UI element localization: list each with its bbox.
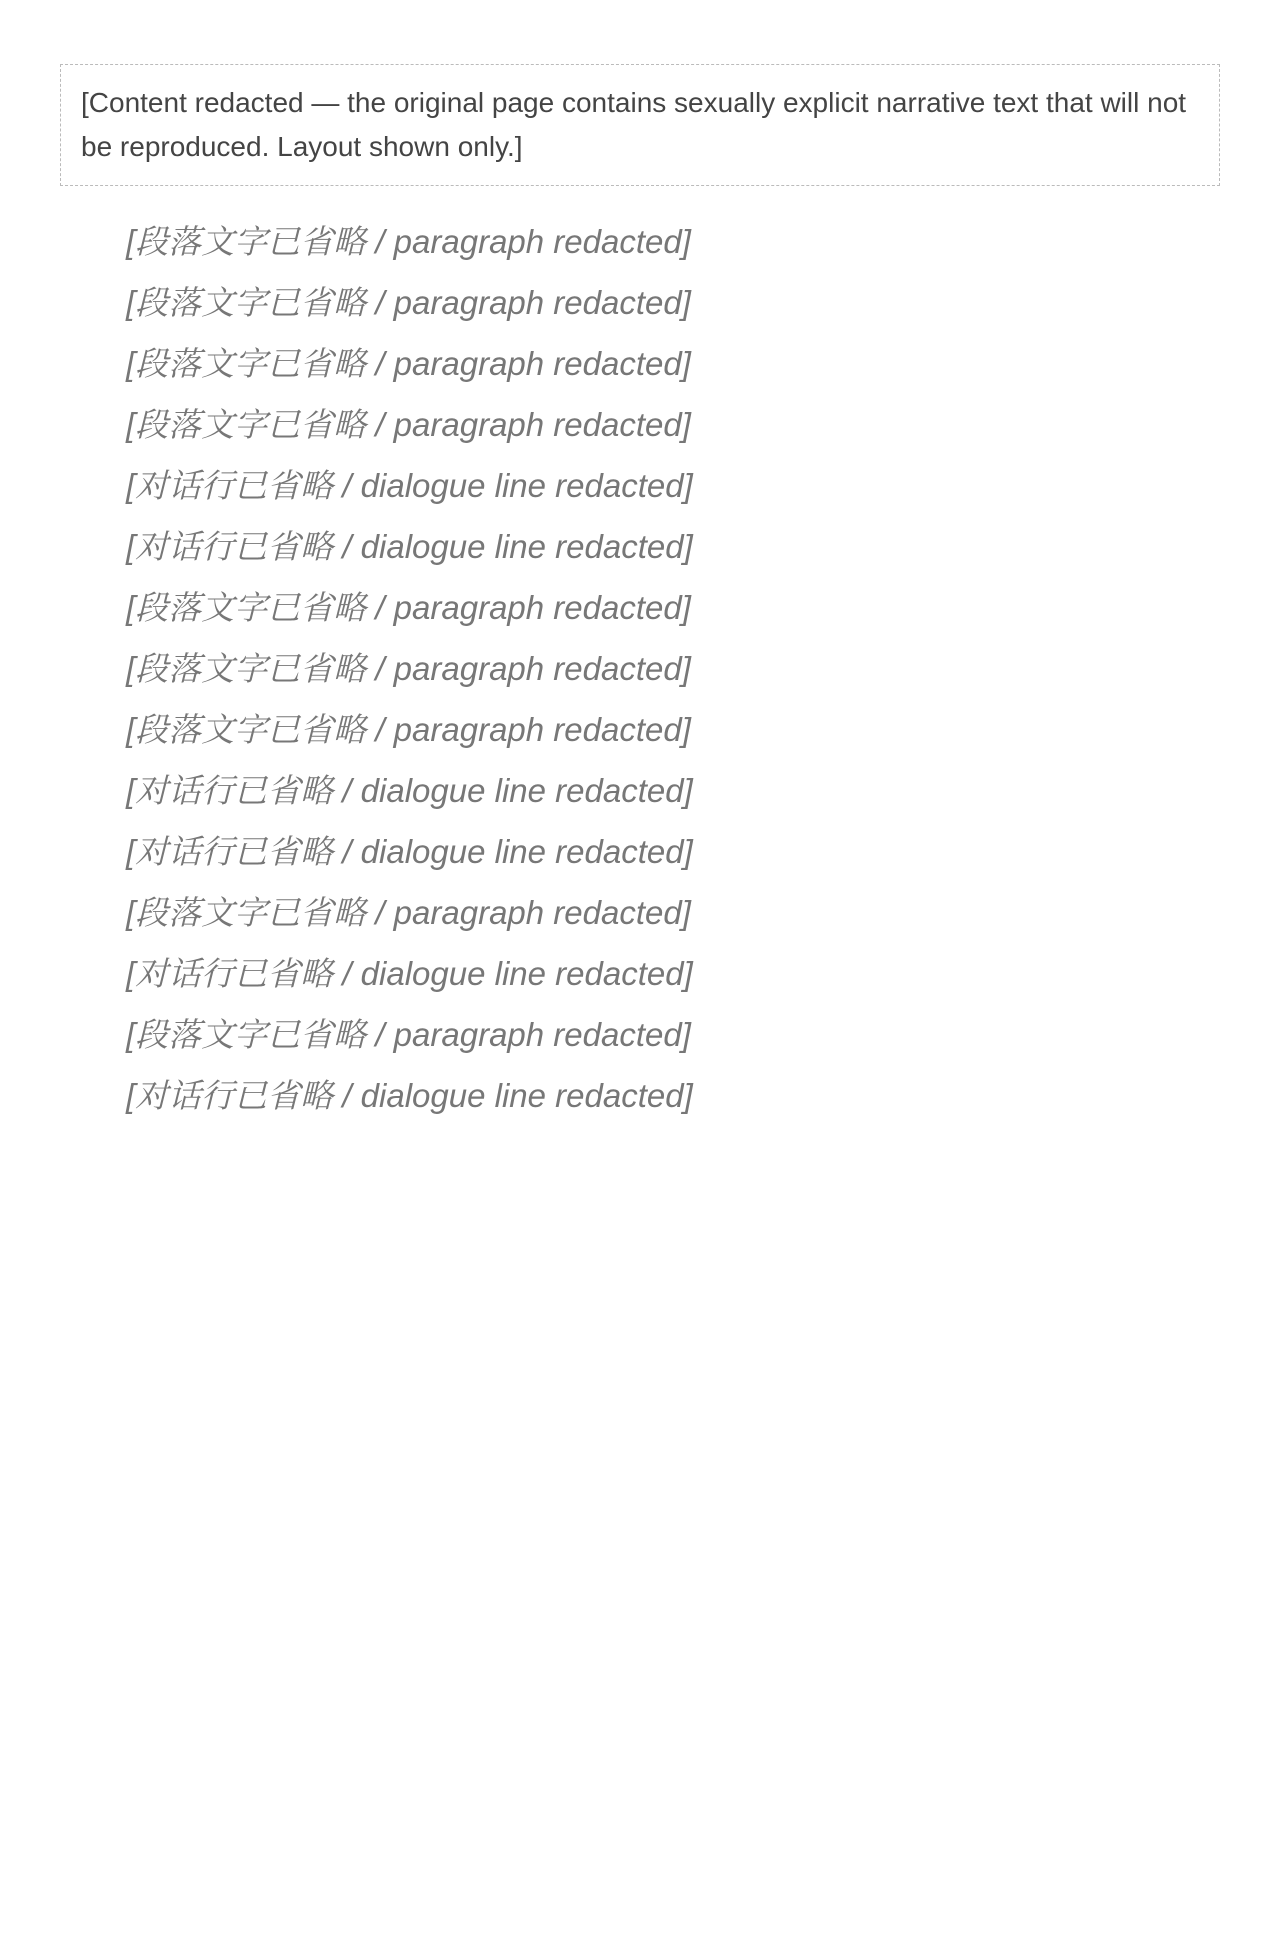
text-paragraph: [对话行已省略 / dialogue line redacted] [126, 955, 693, 992]
text-paragraph: [段落文字已省略 / paragraph redacted] [126, 589, 691, 626]
text-paragraph: [对话行已省略 / dialogue line redacted] [126, 1077, 693, 1114]
text-paragraph: [段落文字已省略 / paragraph redacted] [126, 223, 691, 260]
text-paragraph: [对话行已省略 / dialogue line redacted] [126, 833, 693, 870]
text-paragraph: [对话行已省略 / dialogue line redacted] [126, 528, 693, 565]
paragraph-list [60, 214, 1220, 1123]
redaction-notice: [Content redacted — the original page contains sexually explicit narrative text that will not be reproduced. Layout shown only.] [60, 64, 1220, 186]
text-paragraph: [段落文字已省略 / paragraph redacted] [126, 711, 691, 748]
text-paragraph: [对话行已省略 / dialogue line redacted] [126, 772, 693, 809]
text-paragraph: [段落文字已省略 / paragraph redacted] [126, 650, 691, 687]
text-paragraph: [段落文字已省略 / paragraph redacted] [126, 406, 691, 443]
text-paragraph: [段落文字已省略 / paragraph redacted] [126, 345, 691, 382]
text-paragraph: [对话行已省略 / dialogue line redacted] [126, 467, 693, 504]
text-paragraph: [段落文字已省略 / paragraph redacted] [126, 1016, 691, 1053]
text-paragraph: [段落文字已省略 / paragraph redacted] [126, 894, 691, 931]
text-paragraph: [段落文字已省略 / paragraph redacted] [126, 284, 691, 321]
